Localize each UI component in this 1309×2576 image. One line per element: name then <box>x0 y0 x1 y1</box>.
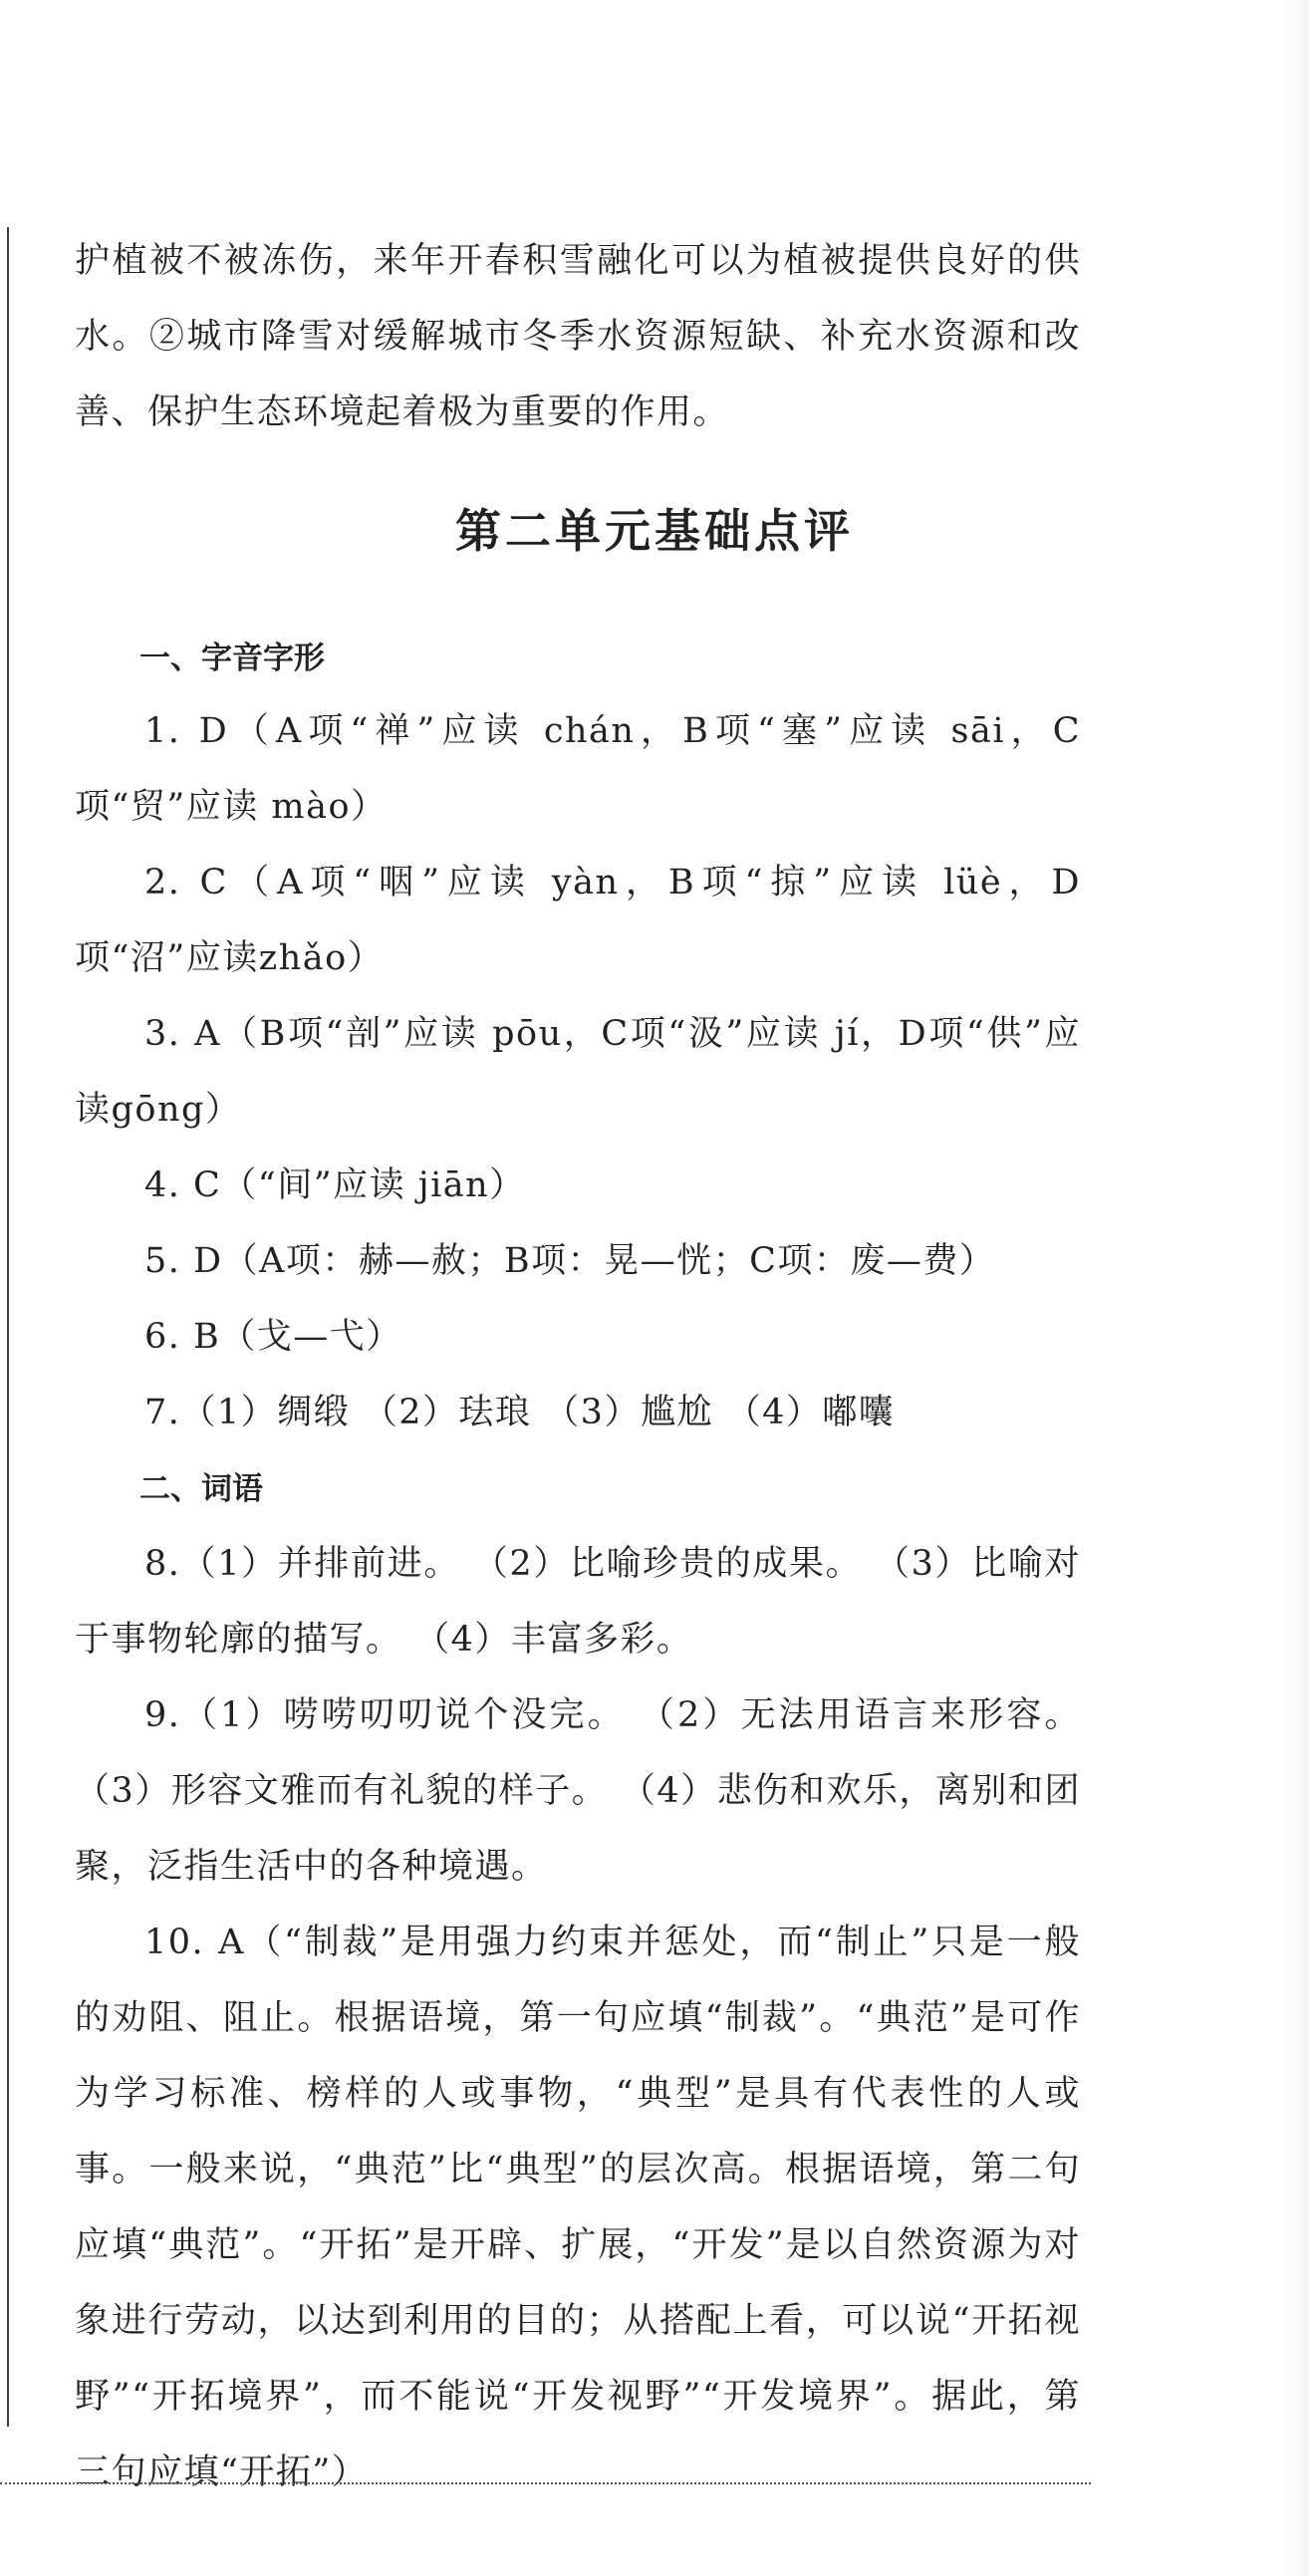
dotted-divider <box>0 2482 1091 2484</box>
intro-paragraph: 护植被不被冻伤，来年开春积雪融化可以为植被提供良好的供水。②城市降雪对缓解城市冬季水资源短缺、补充水资源和改善、保护生态环境起着极为重要的作用。 <box>75 241 1081 432</box>
answer-item-5: 5. D（A项：赫—赦；B项：晃—恍；C项：废—费） <box>144 1241 996 1281</box>
answer-item-4: 4. C（“间”应读 jiān） <box>144 1165 526 1205</box>
answer-item-10: 10. A（“制裁”是用强力约束并惩处，而“制止”只是一般的劝阻、阻止。根据语境，第一句应填“制裁”。“典范”是可作为学习标准、榜样的人或事物，“典型”是具有代表性的人或事。一般来说，“典范”比“典型”的层次高。根据语境，第二句应填“典范”。“开拓”是开辟、扩展，“开发”是以自然资源为对象进行劳动，以达到利用的目的；从搭配上看，可以说“开拓视野”“开拓境界”，而不能说“开发视野”“开发境界”。据此，第三句应填“开拓”） <box>75 1923 1081 2492</box>
answer-item-1: 1. D（A项“禅”应读 chán，B项“塞”应读 sāi，C项“贸”应读 mào） <box>75 711 1081 827</box>
answer-item-6: 6. B（戈—弋） <box>144 1317 402 1357</box>
answer-item-2: 2. C（A项“咽”应读 yàn，B项“掠”应读 lüè，D项“沼”应读zhǎo） <box>75 863 1081 978</box>
answer-item-7: 7.（1）绸缎 （2）珐琅 （3）尴尬 （4）嘟囔 <box>144 1393 896 1432</box>
section-title-vocabulary: 二、词语 <box>139 1471 263 1507</box>
section-title-pronunciation: 一、字音字形 <box>139 641 325 676</box>
answer-item-8: 8.（1）并排前进。 （2）比喻珍贵的成果。 （3）比喻对于事物轮廓的描写。 （4）丰富多彩。 <box>75 1544 1081 1660</box>
answer-item-3: 3. A（B项“剖”应读 pōu，C项“汲”应读 jí，D项“供”应读gōng） <box>75 1014 1081 1130</box>
answer-item-9: 9.（1）唠唠叨叨说个没完。 （2）无法用语言来形容。 （3）形容文雅而有礼貌的样子。 （4）悲伤和欢乐，离别和团聚，泛指生活中的各种境遇。 <box>75 1695 1081 1887</box>
unit-title: 第二单元基础点评 <box>455 504 854 558</box>
scan-edge-shadow <box>1281 0 1309 2576</box>
